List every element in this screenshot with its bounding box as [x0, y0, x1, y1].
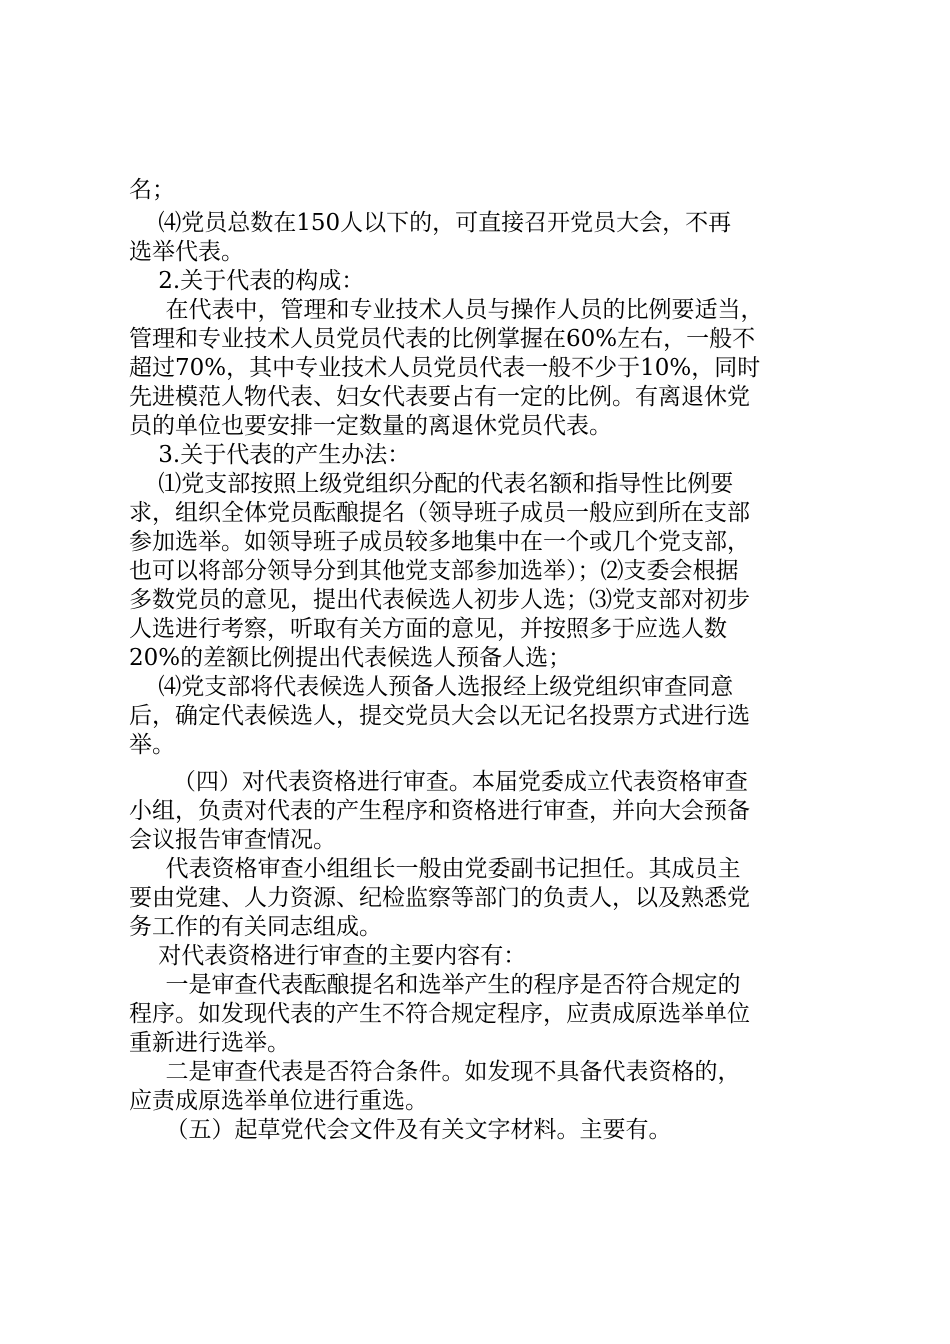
text-line: 人选进行考察，听取有关方面的意见，并按照多于应选人数: [129, 616, 727, 642]
text-line: 要由党建、人力资源、纪检监察等部门的负责人，以及熟悉党: [129, 885, 750, 911]
text-line: 先进模范人物代表、妇女代表要占有一定的比例。有离退休党: [129, 384, 750, 410]
text-line: 务工作的有关同志组成。: [129, 914, 382, 940]
text-line: 管理和专业技术人员党员代表的比例掌握在60%左右，一般不: [129, 326, 756, 352]
text-line: 求，组织全体党员酝酿提名（领导班子成员一般应到所在支部: [129, 500, 750, 526]
text-line: 参加选举。如领导班子成员较多地集中在一个或几个党支部，: [129, 529, 750, 555]
text-line: 程序。如发现代表的产生不符合规定程序，应责成原选举单位: [129, 1001, 750, 1027]
text-line: 员的单位也要安排一定数量的离退休党员代表。: [129, 413, 612, 439]
text-line: 在代表中，管理和专业技术人员与操作人员的比例要适当，: [129, 297, 764, 323]
text-line: 名；: [129, 177, 175, 203]
text-line: 举。: [129, 732, 175, 758]
text-line: ⑷党员总数在150人以下的，可直接召开党员大会，不再: [129, 210, 732, 236]
text-line: 对代表资格进行审查的主要内容有：: [129, 943, 527, 969]
text-line: 多数党员的意见，提出代表候选人初步人选；⑶党支部对初步: [129, 587, 750, 613]
text-line: 也可以将部分领导分到其他党支部参加选举）；⑵支委会根据: [129, 558, 739, 584]
text-line: 一是审查代表酝酿提名和选举产生的程序是否符合规定的: [129, 972, 741, 998]
text-line: 会议报告审查情况。: [129, 827, 336, 853]
text-line: 3.关于代表的产生办法：: [129, 442, 411, 468]
text-line: 应责成原选举单位进行重选。: [129, 1088, 428, 1114]
text-line: （五）起草党代会文件及有关文字材料。主要有。: [129, 1117, 672, 1143]
document-body: [129, 176, 829, 1145]
text-line: 后，确定代表候选人，提交党员大会以无记名投票方式进行选: [129, 703, 750, 729]
text-line: 选举代表。: [129, 239, 244, 265]
text-line: 20%的差额比例提出代表候选人预备人选；: [129, 645, 572, 671]
text-line: ⑴党支部按照上级党组织分配的代表名额和指导性比例要: [129, 471, 734, 497]
spacer: [129, 760, 829, 768]
text-line: 超过70%，其中专业技术人员党员代表一般不少于10%，同时: [129, 355, 761, 381]
text-line: 重新进行选举。: [129, 1030, 290, 1056]
text-line: ⑷党支部将代表候选人预备人选报经上级党组织审查同意: [129, 674, 734, 700]
text-line: 二是审查代表是否符合条件。如发现不具备代表资格的，: [129, 1059, 741, 1085]
text-line: 2.关于代表的构成：: [129, 268, 365, 294]
text-line: 代表资格审查小组组长一般由党委副书记担任。其成员主: [129, 856, 741, 882]
text-line: 小组，负责对代表的产生程序和资格进行审查，并向大会预备: [129, 798, 750, 824]
text-line: （四）对代表资格进行审查。本届党委成立代表资格审查: [129, 769, 748, 795]
